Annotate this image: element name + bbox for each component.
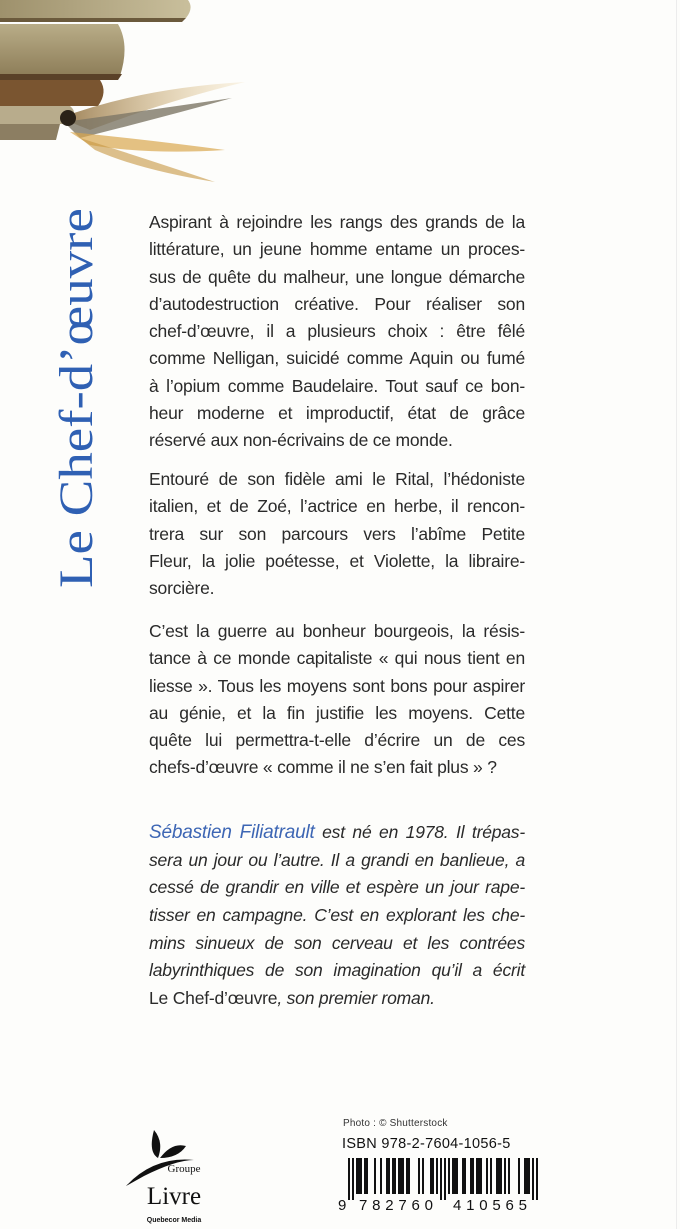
bio-line (149, 985, 525, 1013)
barcode-bar (504, 1158, 506, 1194)
barcode-bar (436, 1158, 438, 1194)
barcode-bar (526, 1158, 528, 1194)
barcode-bar (432, 1158, 434, 1194)
barcode-bar (462, 1158, 464, 1194)
barcode-bar (358, 1158, 360, 1194)
barcode-bar (518, 1158, 520, 1194)
barcode-bar (348, 1158, 350, 1200)
synopsis-line: Aspirant à rejoindre les rangs des grands de la (149, 212, 525, 232)
barcode-bar (476, 1158, 478, 1194)
barcode-bar (364, 1158, 366, 1194)
barcode-bar (536, 1158, 538, 1200)
synopsis-line: sus de quête du malheur, une longue démarche (149, 266, 525, 287)
barcode-bar (524, 1158, 526, 1194)
barcode-bar (374, 1158, 376, 1194)
bio-line: cessé de grandir en ville et espère un jour rape- (149, 877, 525, 898)
synopsis-line: trera sur son parcours vers l’abîme Petite (149, 523, 525, 544)
barcode-bar (398, 1158, 400, 1194)
isbn: ISBN 978-2-7604-1056-5 (342, 1136, 511, 1152)
synopsis-line: à l’opium comme Baudelaire. Tout sauf ce bon- (149, 375, 525, 396)
barcode-bar (380, 1158, 382, 1194)
synopsis-paragraph-1 (149, 209, 525, 455)
barcode-bar (456, 1158, 458, 1194)
synopsis-line: liesse ». Tous les moyens sont bons pour aspirer (149, 675, 525, 696)
synopsis-line: quête lui permettra-t-elle d’écrire un de ces (149, 730, 525, 751)
synopsis-line: chef-d’œuvre, il a plusieurs choix : être fêlé (149, 321, 525, 342)
barcode-bar (388, 1158, 390, 1194)
synopsis-line: C’est la guerre au bonheur bourgeois, la résis- (149, 621, 525, 641)
bio-text: est né en 1978. Il trépas- (314, 822, 525, 842)
barcode-digits: 9 (338, 1197, 347, 1214)
bio-book-title: Le Chef-d’œuvre (149, 988, 278, 1009)
barcode-bar (478, 1158, 480, 1194)
barcode-bar (392, 1158, 394, 1194)
bio-line: tisser en campagne. C’est en explorant les che- (149, 905, 525, 926)
barcode-bar (366, 1158, 368, 1194)
bio-line: labyrinthiques de son imagination qu’il a écrit (149, 960, 525, 981)
synopsis-line: Entouré de son fidèle ami le Rital, l’hédoniste (149, 469, 525, 489)
publisher-logo (124, 1128, 219, 1228)
barcode-bar (470, 1158, 472, 1194)
barcode-bar (496, 1158, 498, 1194)
barcode-bar (448, 1158, 450, 1194)
logo-livre: Livre (146, 1183, 202, 1210)
spine-title-area (50, 208, 103, 588)
barcode-bar (400, 1158, 402, 1194)
synopsis-line: sorcière. (149, 578, 215, 599)
barcode-bar (440, 1158, 442, 1200)
bio-line: sera un jour ou l’autre. Il a grandi en banlieue, a (149, 849, 525, 870)
synopsis-line: réservé aux non-écrivains de ce monde. (149, 430, 453, 451)
barcode-bar (408, 1158, 410, 1194)
barcode-bar (360, 1158, 362, 1194)
barcode-bar (508, 1158, 510, 1194)
synopsis-line: chefs-d’œuvre « comme il ne s’en fait plus » ? (149, 757, 497, 778)
barcode-bar (402, 1158, 404, 1194)
barcode-bar (406, 1158, 408, 1194)
synopsis-line: littérature, un jeune homme entame un proces- (149, 239, 525, 260)
barcode-bar (352, 1158, 354, 1200)
barcode-bar (490, 1158, 492, 1194)
barcode-digits: 410565 (453, 1197, 527, 1214)
synopsis-paragraph-2 (149, 466, 525, 602)
barcode-bar (386, 1158, 388, 1194)
synopsis-line: comme Nelligan, suicidé comme Aquin ou fumé (149, 348, 525, 369)
barcode-bar (452, 1158, 454, 1194)
book-title: Le Chef-d’œuvre (50, 208, 103, 588)
logo-groupe: Groupe (167, 1163, 201, 1175)
author-name: Sébastien Filiatrault (149, 822, 315, 843)
synopsis-line: au génie, et la fin justifie les moyens. Cette (149, 702, 525, 723)
cover-edge (676, 0, 677, 1229)
barcode-bar (356, 1158, 358, 1194)
synopsis-line: italien, et de Zoé, l’actrice en herbe, il rencon- (149, 496, 525, 517)
logo-quebecor: Quebecor Media (146, 1217, 202, 1224)
barcode-digits: 782760 (359, 1197, 433, 1214)
synopsis-paragraph-3 (149, 618, 525, 782)
bio-line: mins sinueux de son cerveau et les contrées (149, 932, 525, 953)
barcode-bar (532, 1158, 534, 1200)
synopsis-line: d’autodestruction créative. Pour réaliser son (149, 293, 525, 314)
synopsis-line: tance à ce monde capitaliste « qui nous tient en (149, 648, 525, 669)
leaf-icon (152, 1130, 161, 1158)
barcode-bar (528, 1158, 530, 1194)
barcode-bar (454, 1158, 456, 1194)
barcode (338, 1158, 538, 1214)
barcode-bar (422, 1158, 424, 1194)
synopsis-line: heur moderne et improductif, état de grâce (149, 403, 525, 424)
barcode-bar (472, 1158, 474, 1194)
barcode-bar (394, 1158, 396, 1194)
author-bio (149, 819, 525, 1013)
books-photo (0, 0, 260, 200)
barcode-bar (500, 1158, 502, 1194)
barcode-bar (480, 1158, 482, 1194)
barcode-bar (486, 1158, 488, 1194)
photo-credit: Photo : © Shutterstock (343, 1118, 448, 1129)
barcode-bar (418, 1158, 420, 1194)
barcode-bar (498, 1158, 500, 1194)
bio-text: , son premier roman. (277, 988, 435, 1009)
barcode-bar (464, 1158, 466, 1194)
barcode-bar (430, 1158, 432, 1194)
synopsis-line: Fleur, la jolie poétesse, et Violette, la libraire- (149, 550, 525, 571)
bio-line (149, 819, 525, 847)
barcode-bar (444, 1158, 446, 1200)
